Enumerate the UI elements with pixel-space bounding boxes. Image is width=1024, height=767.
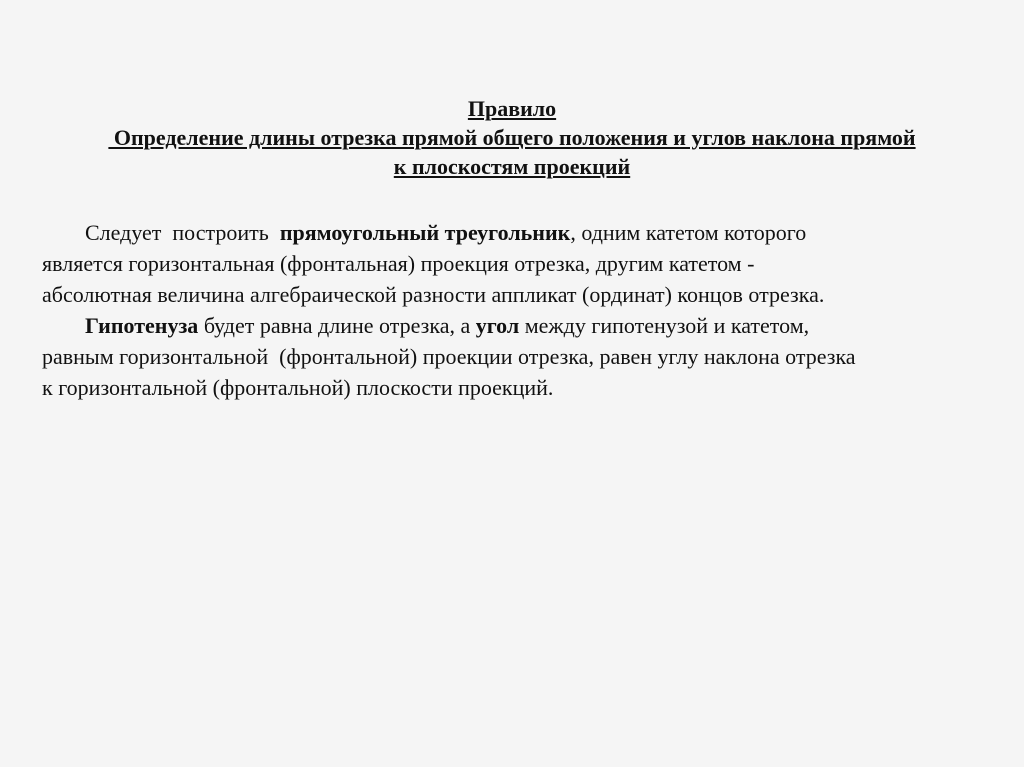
- paragraph-2-line-3: к горизонтальной (фронтальной) плоскости проекций.: [42, 375, 554, 400]
- paragraph-1-line-2: является горизонтальная (фронтальная) проекция отрезка, другим катетом -: [42, 251, 755, 276]
- paragraph-1-rest: , одним катетом которого: [570, 220, 807, 245]
- title-line-2: Определение длины отрезка прямой общего положения и углов наклона прямой: [108, 125, 916, 150]
- title-line-1: Правило: [467, 96, 557, 121]
- rule-title: [30, 94, 994, 181]
- paragraph-2-line-2: равным горизонтальной (фронтальной) проекции отрезка, равен углу наклона отрезка: [42, 344, 856, 369]
- title-line-3: к плоскостям проекций: [393, 154, 631, 179]
- right-triangle-term: прямоугольный треугольник: [279, 220, 571, 245]
- paragraph-2-line-1: [42, 310, 982, 341]
- paragraph-1-line-1: [42, 217, 982, 248]
- paragraph-1-line-3: абсолютная величина алгебраической разности аппликат (ординат) концов отрезка.: [42, 282, 825, 307]
- rule-body: [42, 217, 982, 403]
- paragraph-2-text-2: между гипотенузой и катетом,: [519, 313, 810, 338]
- paragraph-1-lead: Следует построить: [85, 220, 280, 245]
- hypotenuse-term: Гипотенуза: [85, 313, 199, 338]
- angle-term: угол: [475, 313, 520, 338]
- paragraph-2-text-1: будет равна длине отрезка, а: [198, 313, 476, 338]
